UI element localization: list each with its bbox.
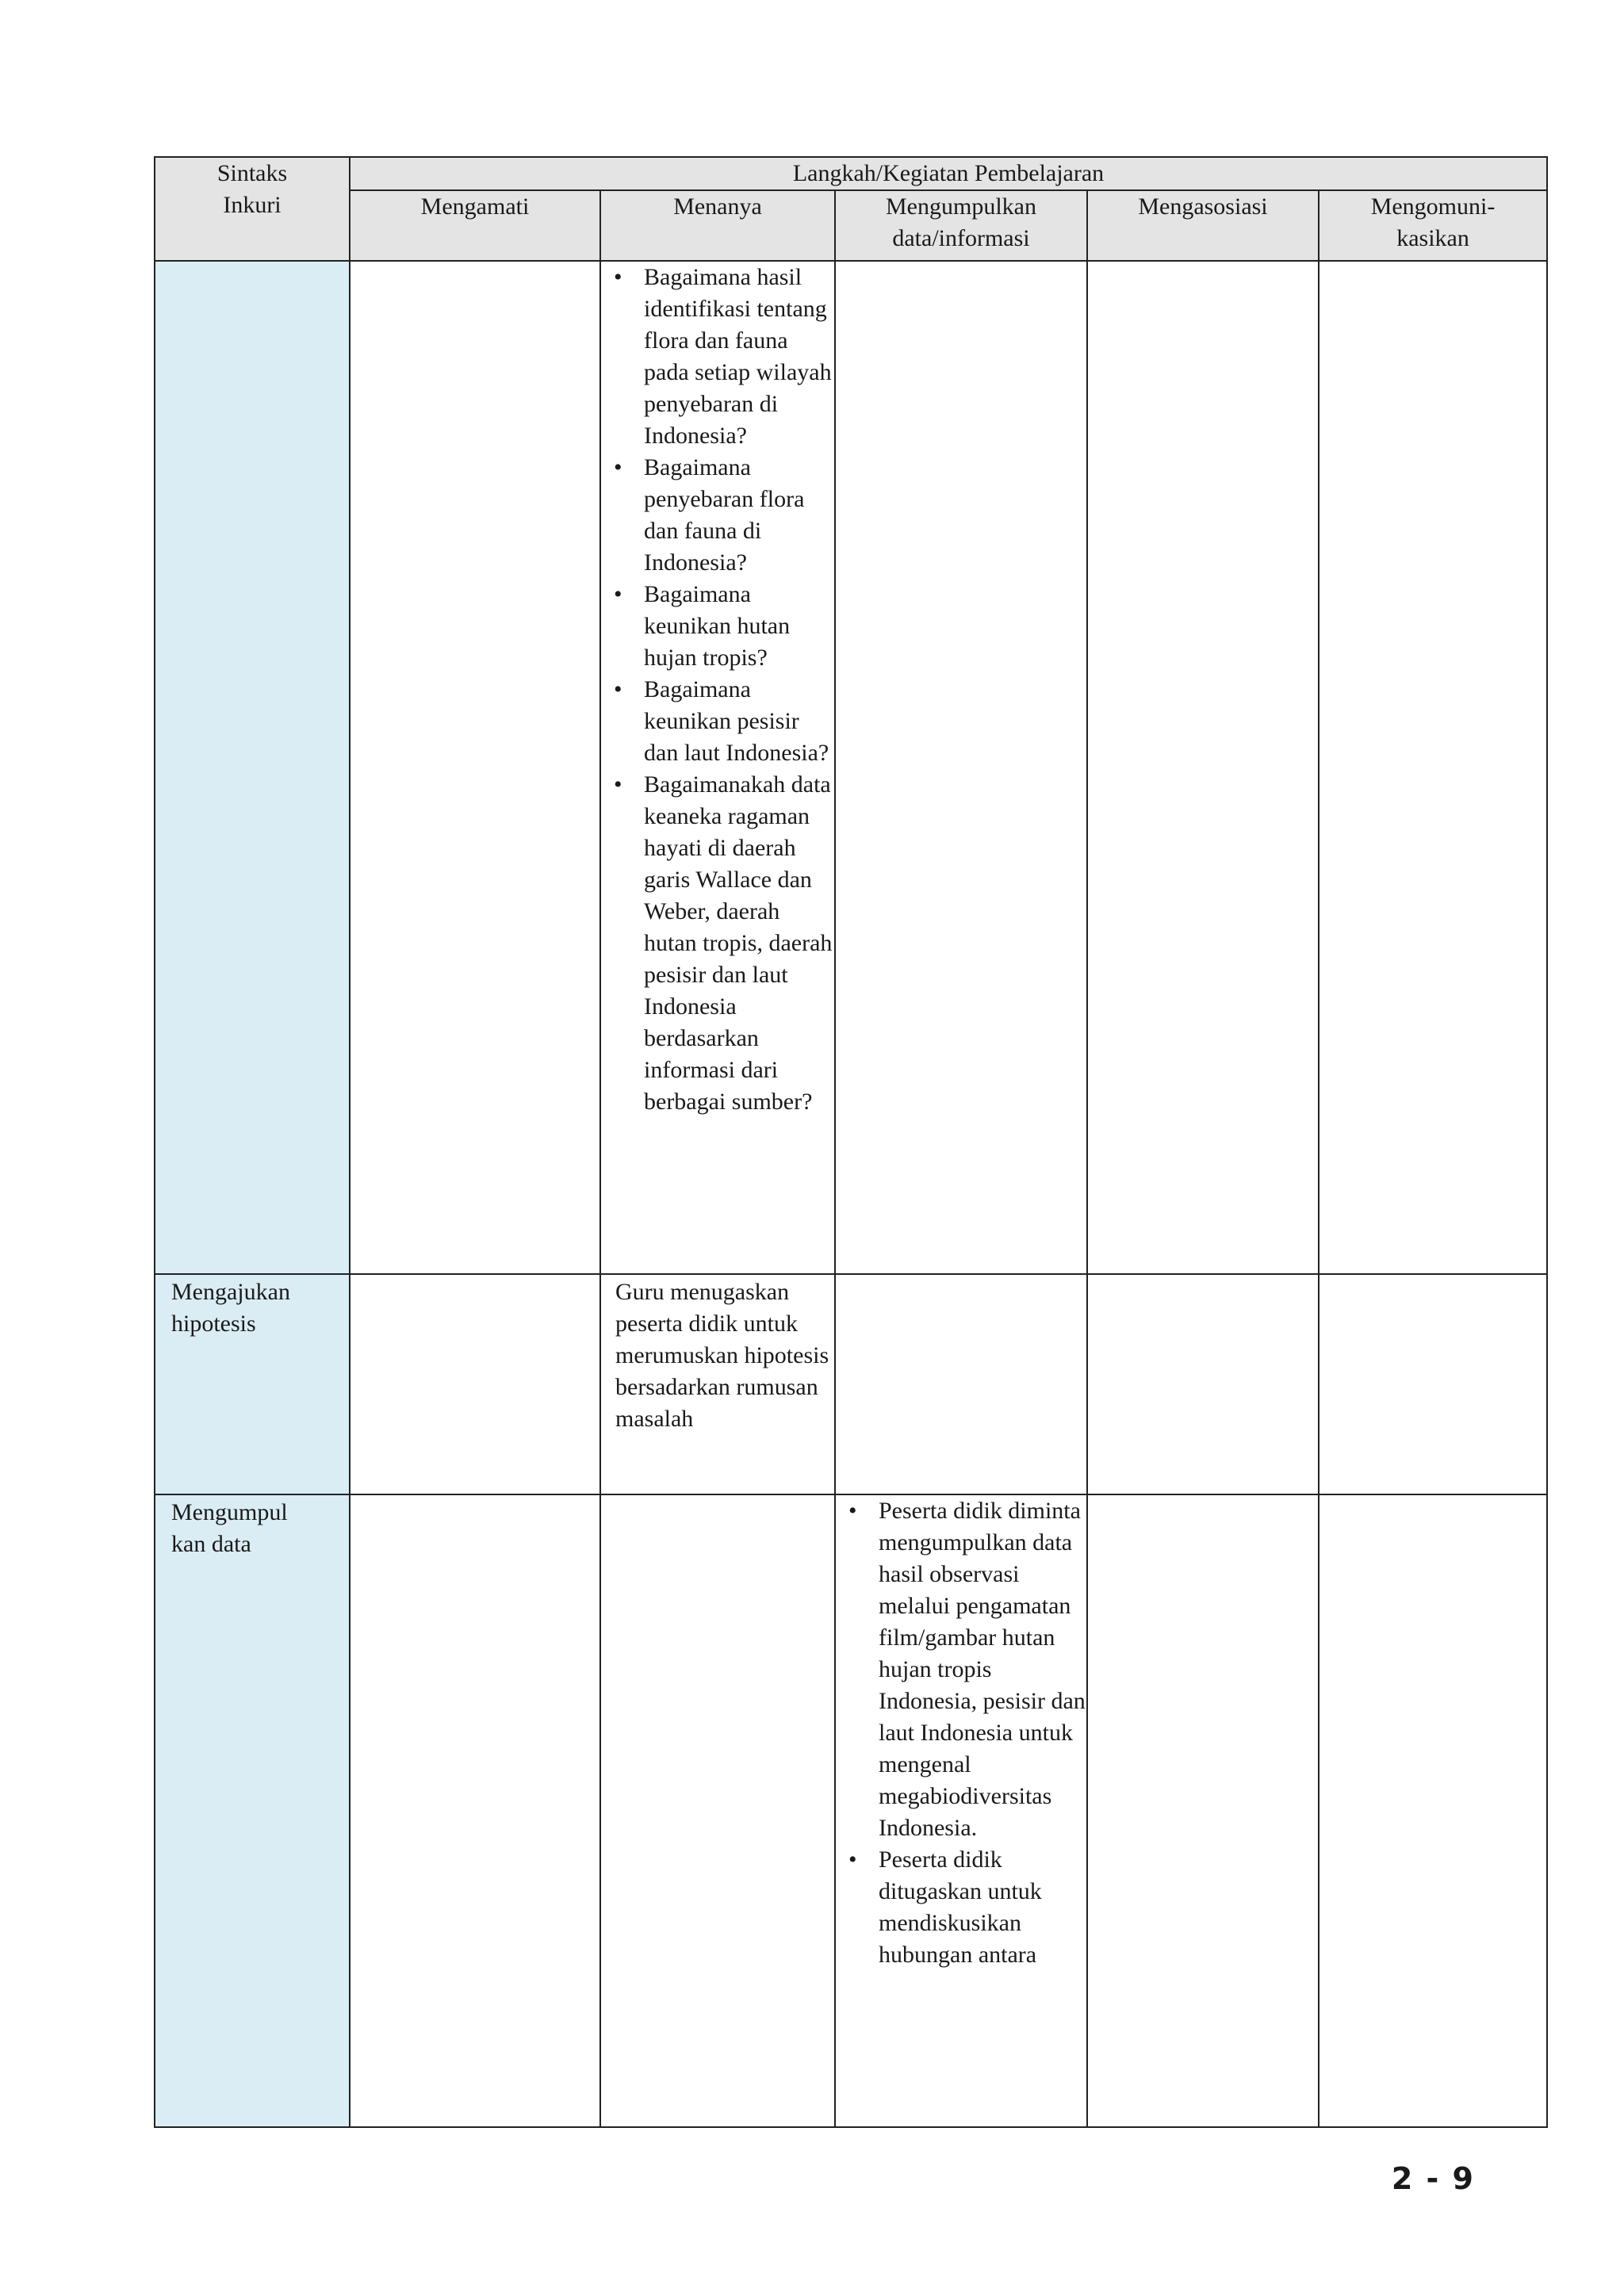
mengomunikasikan-cell	[1319, 261, 1547, 1274]
sintaks-cell	[155, 261, 350, 1274]
mengumpulkan-cell	[835, 1274, 1087, 1494]
mengumpulkan-cell	[835, 1494, 1087, 2127]
mengamati-cell	[350, 1274, 600, 1494]
sintaks-cell: Mengajukan hipotesis	[155, 1274, 350, 1494]
table-row	[155, 261, 1547, 1274]
list-item: • Bagaimana keunikan hutan hujan tropis?	[601, 579, 834, 674]
menanya-question-list	[601, 262, 834, 1118]
menanya-cell	[600, 261, 835, 1274]
list-item: • Peserta didik diminta mengumpulkan data hasil observasi melalui pengamatan film/gambar hutan hujan tropis Indonesia, pesisir dan laut Indonesia untuk mengenal megabiodiversitas Indonesia.	[836, 1495, 1086, 1844]
sintaks-cell: Mengumpul kan data	[155, 1494, 350, 2127]
mengomunikasikan-cell	[1319, 1274, 1547, 1494]
mengomunikasikan-cell	[1319, 1494, 1547, 2127]
mengamati-cell	[350, 261, 600, 1274]
header-row-2	[155, 190, 1547, 261]
list-item: • Peserta didik ditugaskan untuk mendiskusikan hubungan antara	[836, 1844, 1086, 1971]
header-langkah-kegiatan: Langkah/Kegiatan Pembelajaran	[350, 157, 1547, 190]
header-mengasosiasi: Mengasosiasi	[1087, 190, 1319, 261]
list-item: • Bagaimana penyebaran flora dan fauna di Indonesia?	[601, 452, 834, 579]
header-mengumpulkan: Mengumpulkan data/informasi	[835, 190, 1087, 261]
mengumpulkan-cell	[835, 261, 1087, 1274]
header-menanya: Menanya	[600, 190, 835, 261]
mengasosiasi-cell	[1087, 1494, 1319, 2127]
table-row	[155, 1274, 1547, 1494]
list-item: • Bagaimanakah data keaneka ragaman hayati di daerah garis Wallace dan Weber, daerah hutan tropis, daerah pesisir dan laut Indonesia berdasarkan informasi dari berbagai sumber?	[601, 769, 834, 1118]
table-row	[155, 1494, 1547, 2127]
mengasosiasi-cell	[1087, 261, 1319, 1274]
learning-activity-table	[154, 156, 1548, 2128]
header-row-1	[155, 157, 1547, 190]
menanya-text: Guru menugaskan peserta didik untuk merumuskan hipotesis bersadarkan rumusan masalah	[615, 1279, 829, 1432]
page-number: 2 - 9	[1391, 2161, 1475, 2196]
header-mengamati: Mengamati	[350, 190, 600, 261]
list-item: • Bagaimana keunikan pesisir dan laut Indonesia?	[601, 674, 834, 769]
list-item: • Bagaimana hasil identifikasi tentang flora dan fauna pada setiap wilayah penyebaran di Indonesia?	[601, 262, 834, 452]
mengumpulkan-activity-list	[836, 1495, 1086, 1971]
mengasosiasi-cell	[1087, 1274, 1319, 1494]
menanya-cell	[600, 1494, 835, 2127]
header-sintaks-inkuri: Sintaks Inkuri	[155, 157, 350, 261]
header-mengomunikasikan: Mengomuni- kasikan	[1319, 190, 1547, 261]
mengamati-cell	[350, 1494, 600, 2127]
menanya-cell	[600, 1274, 835, 1494]
